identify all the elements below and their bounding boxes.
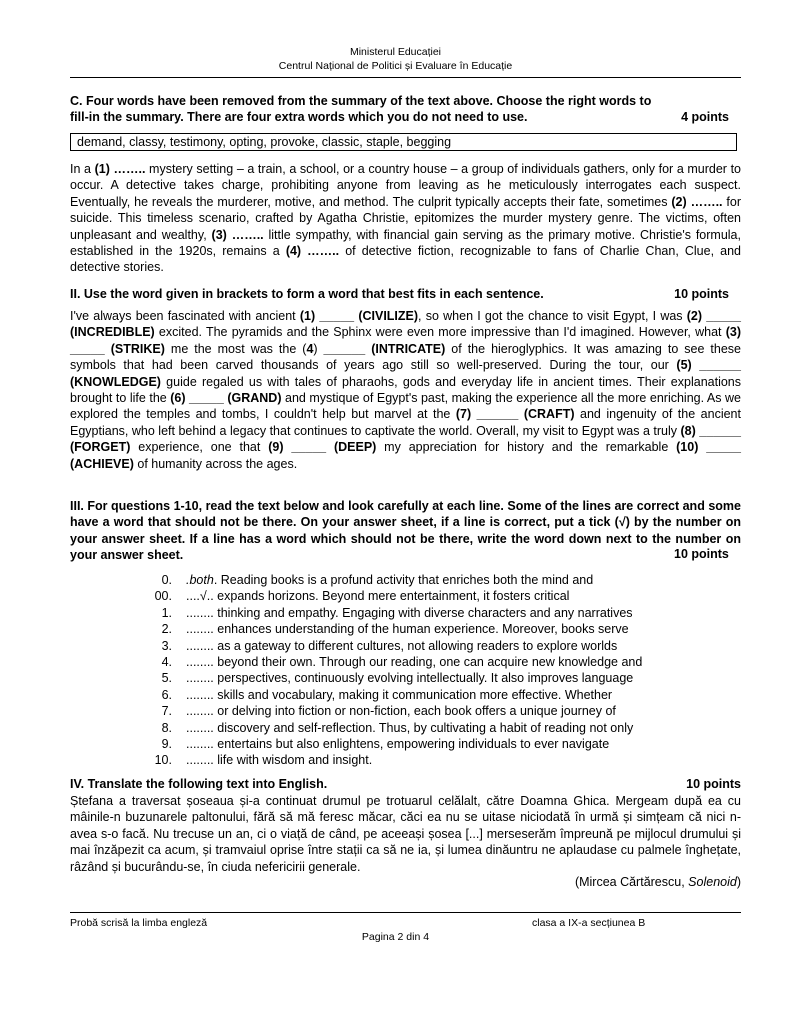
section-iv-text xyxy=(70,793,741,875)
line-text: ........ life with wisdom and insight. xyxy=(186,753,373,768)
line-text: ........ beyond their own. Through our reading, one can acquire new knowledge and xyxy=(186,654,643,669)
line-number: 0. xyxy=(161,573,172,587)
line-number: 8. xyxy=(161,720,172,735)
section-iv-title: IV. Translate the following text into English. xyxy=(70,777,328,791)
header-divider xyxy=(70,77,741,78)
line-number: 7. xyxy=(161,704,172,719)
line-number: 1. xyxy=(161,605,172,620)
line-number: 3. xyxy=(161,638,172,653)
line-number: 6. xyxy=(161,687,172,702)
line-number: 00. xyxy=(154,589,172,604)
section-c-summary xyxy=(70,161,741,276)
passage-text: experience, one that xyxy=(130,440,269,455)
line-2 xyxy=(70,621,741,637)
blank-3: (3) _____ (STRIKE) xyxy=(70,325,741,356)
line-1 xyxy=(70,605,741,621)
line-number: 2. xyxy=(161,622,172,637)
summary-text: In a xyxy=(70,162,95,176)
line-number: 4. xyxy=(161,654,172,669)
section-c-instructions xyxy=(70,93,741,126)
passage-text: of humanity across the ages. xyxy=(133,456,298,471)
footer-page: Pagina 2 din 4 xyxy=(361,931,430,943)
footer-class: clasa a IX-a secțiunea B xyxy=(532,917,646,929)
header-ministry: Ministerul Educației xyxy=(349,46,442,58)
blank-8: (8) ______ (FORGET) xyxy=(70,423,742,455)
line-10 xyxy=(70,752,741,768)
section-ii-title-row xyxy=(70,286,741,302)
line-text: ........ enhances understanding of the human experience. Moreover, books serve xyxy=(186,622,629,637)
section-iii-points: 10 points xyxy=(674,547,729,561)
blank-6: (6) _____ (GRAND) xyxy=(170,391,282,406)
line-example-0 xyxy=(70,572,741,588)
line-number: 10. xyxy=(154,753,172,768)
passage-text: me the most was the ( xyxy=(164,341,307,356)
blank-7: (7) ______ (CRAFT) xyxy=(455,407,575,422)
line-text: . Reading books is a profund activity that enriches both the mind and xyxy=(213,573,594,587)
line-text: ........ perspectives, continuously evolving intellectually. It also improves language xyxy=(186,671,634,686)
passage-text: my appreciation for history and the remarkable xyxy=(376,440,677,455)
section-ii-text xyxy=(70,308,741,472)
line-9 xyxy=(70,736,741,752)
line-6 xyxy=(70,687,741,703)
footer-exam: Probă scrisă la limba engleză xyxy=(70,917,208,929)
passage-text: guide regaled us with tales of pharaohs, gods and everyday life in ancient times. Their explanations brought to life the xyxy=(70,374,741,406)
line-3 xyxy=(70,638,741,654)
example-answer: .both xyxy=(186,573,214,587)
summary-text: little sympathy, with financial gain serving as the primary motive. Christie's formula, established in the 1920s, remains a xyxy=(70,227,741,259)
blank-4-number: 4 xyxy=(306,341,314,356)
line-text: ........ entertains but also enlightens, empowering individuals to ever navigate xyxy=(186,736,610,751)
attribution-author: (Mircea Cărtărescu, xyxy=(574,875,689,889)
header-center: Centrul Național de Politici și Evaluare în Educație xyxy=(278,60,513,72)
translation-text: Ștefana a traversat șoseaua și-a continuat drumul pe trotuarul celălalt, către Doamna Ghica. Mergeam după ea cu mâinile-n buzunarele paltonului, fără să mă feresc măcar, căci ea nu se uitase niciodată în urmă și simțeam că nici n-avea s-o facă. Nu trecuse un an, ci o viață de când, pe aceeași șosea [...] merseserăm împreună pe mijlocul drumului și mai înzăpezit ca acum, și tramvaiul oprise între stații ca să ne ia, și lumea dinăuntru ne aplaudase cu palmele înghețate, râzând și bucurându-se, în ciuda nefericirii generale. xyxy=(70,794,741,874)
footer-divider xyxy=(70,912,741,913)
blank-10: (10) _____ (ACHIEVE) xyxy=(70,440,741,471)
gap-3: (3) …….. xyxy=(211,227,264,242)
section-c-instructions-line2: fill-in the summary. There are four extra words which you do not need to use. xyxy=(70,110,528,125)
passage-text: , so when I got the chance to visit Egypt, I was xyxy=(418,309,687,323)
passage-text: and ingenuity of the ancient Egyptians, who left behind a legacy that continues to captivate the world. Overall, my visit to Egypt was a truly xyxy=(70,407,741,438)
blank-4: ______ (INTRICATE) xyxy=(323,341,446,356)
line-text: expands horizons. Beyond mere entertainment, it fosters critical xyxy=(213,589,570,604)
section-iv-points: 10 points xyxy=(686,777,741,791)
gap-4: (4) …….. xyxy=(285,244,340,259)
section-ii-points: 10 points xyxy=(674,287,729,301)
error-lines xyxy=(70,572,741,769)
passage-text: ) xyxy=(313,341,324,356)
line-example-00 xyxy=(70,588,741,604)
gap-1: (1) …….. xyxy=(94,162,146,176)
line-7 xyxy=(70,703,741,719)
line-number: 5. xyxy=(161,671,172,686)
line-text: ........ as a gateway to different cultures, not allowing readers to explore worlds xyxy=(186,638,618,653)
passage-text: I've always been fascinated with ancient xyxy=(70,309,300,323)
summary-text: mystery setting – a train, a school, or a country house – a group of individuals gathers, only for a murder to occur. A detective takes charge, prohibiting anyone from leaving as he meticulously interrogates each suspect. Eventually, he reveals the murderer, motive, and method. The culprit typically accepts their fate, sometimes xyxy=(70,162,741,209)
blank-5: (5) ______ (KNOWLEDGE) xyxy=(70,358,741,389)
section-c-instructions-line1: C. Four words have been removed from the summary of the text above. Choose the right words to xyxy=(70,94,652,108)
line-5 xyxy=(70,670,741,686)
section-iii-instructions-text: III. For questions 1-10, read the text below and look carefully at each line. Some of the lines are correct and some have a word that should not be there. On your answer sheet, if a line is correct, put a tick (√) by the number on your answer sheet. If a line has a word which should not be there, write the word down next to the number on your answer sheet. xyxy=(70,499,741,563)
example-answer: ....√.. xyxy=(186,589,214,604)
line-8 xyxy=(70,720,741,736)
line-4 xyxy=(70,654,741,670)
passage-text: and mystique of Egypt's past, making the experience all the more enriching. As we explored the temples and tombs, I couldn't help but marvel at the xyxy=(70,391,741,422)
blank-2: (2) _____ (INCREDIBLE) xyxy=(70,309,742,340)
summary-text: for suicide. This timeless scenario, crafted by Agatha Christie, epitomizes the murder mystery genre. The victims, often unpleasant and wealthy, xyxy=(70,194,742,242)
section-iv-title-row xyxy=(70,776,741,792)
section-iii-instructions xyxy=(70,498,741,564)
word-bank: demand, classy, testimony, opting, provoke, classic, staple, begging xyxy=(70,133,737,151)
summary-text: of detective fiction, recognizable to fans of Charlie Chan, Clue, and detective stories. xyxy=(70,244,741,275)
attribution xyxy=(70,874,741,890)
line-text: ........ thinking and empathy. Engaging with diverse characters and any narratives xyxy=(186,605,633,620)
attribution-end: ) xyxy=(736,875,741,889)
line-text: ........ skills and vocabulary, making it communication more effective. Whether xyxy=(186,687,613,702)
section-c-points: 4 points xyxy=(681,110,729,125)
blank-1: (1) _____ (CIVILIZE) xyxy=(299,309,419,323)
blank-9: (9) _____ (DEEP) xyxy=(268,440,377,455)
attribution-title: Solenoid xyxy=(688,875,737,889)
gap-2: (2) …….. xyxy=(671,194,723,209)
passage-text: excited. The pyramids and the Sphinx were even more impressive than I'd imagined. However, what xyxy=(154,325,726,340)
line-number: 9. xyxy=(161,736,172,751)
passage-text: of the hieroglyphics. It was amazing to see these symbols that had been carved thousands of years ago still so well-preserved. During the tour, our xyxy=(70,341,741,373)
section-ii-title: II. Use the word given in brackets to form a word that best fits in each sentence. xyxy=(70,287,544,301)
line-text: ........ discovery and self-reflection. Thus, by cultivating a habit of reading not only xyxy=(186,720,634,735)
line-text: ........ or delving into fiction or non-fiction, each book offers a unique journey of xyxy=(186,704,616,719)
